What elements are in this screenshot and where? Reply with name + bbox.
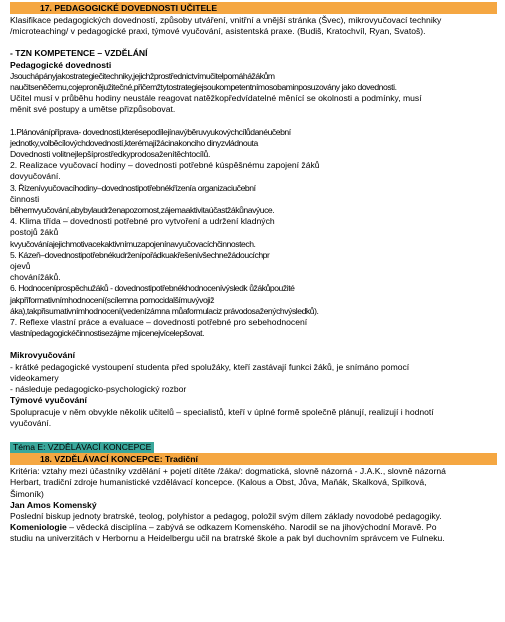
section-18-heading bbox=[10, 453, 497, 465]
team-heading: Týmové vyučování bbox=[10, 395, 87, 406]
list-line: dovyučování. bbox=[10, 171, 61, 182]
list-line: postojů žáků bbox=[10, 227, 59, 238]
list-line: 3. Řízenívyučovacíhodiny–dovednostipotřebnékřízenía organizaciučební bbox=[10, 182, 256, 193]
list-line: 4. Klima třída – dovednosti potřebné pro vytvoření a udržení kladných bbox=[10, 216, 275, 227]
criteria-line: Kritéria: vztahy mezi účastníky vzdělání + pojetí dítěte /žáka/: dogmatická, slovně názorná - J.A.K., slovně názorná bbox=[10, 466, 446, 477]
list-line: běhemvyučování,abybylaudrženapozornost,zájemaaktivitaúčastžákůnavýuce. bbox=[10, 205, 275, 216]
micro-heading: Mikrovyučování bbox=[10, 350, 75, 361]
micro-line: videokamery bbox=[10, 372, 59, 383]
micro-line: - následuje pedagogicko-psychologický rozbor bbox=[10, 384, 187, 395]
criteria-line: Šimoník) bbox=[10, 488, 44, 499]
section-18-heading-bold: 18. VZDĚLÁVACÍ KONCEPCE: bbox=[40, 454, 165, 465]
jak-heading: Jan Amos Komenský bbox=[10, 499, 97, 510]
team-line: vyučování. bbox=[10, 417, 52, 428]
pd-line-3: Učitel musí v průběhu hodiny neustále reagovat natěžkopředvídatelné měnící se okolnosti a podmínky, musí bbox=[10, 93, 422, 104]
micro-line: - krátké pedagogické vystoupení studenta před spolužáky, kteří zastávají funkci žáků, je snímáno pomocí bbox=[10, 361, 410, 372]
list-line: chovánížáků. bbox=[10, 272, 61, 283]
criteria-line: Herbart, tradiční zdroje humanistické vzdělávací koncepce. (Kalous a Obst, Jůva, Maňák, Skalková, Spilková, bbox=[10, 477, 427, 488]
list-line: 5. Kázeň–dovednostipotřebnékudrženípořádkuakřešenívšechnežádoucíchpr bbox=[10, 249, 270, 260]
team-line: Spolupracuje v něm obvykle několik učitelů – specialistů, kteří v úplné formě společně plánují, realizují i hodnotí bbox=[10, 406, 434, 417]
pd-line-2: naučitseněčemu,cojepronějužitečné,přičemžtytostrategiejsoukompetentnímosobaminposuzovány jako dovednosti. bbox=[10, 82, 397, 93]
list-line: vlastnípedagogickéčinnostisezájme mjicenejvícelepšovat. bbox=[10, 328, 205, 339]
section-18-heading-rest: Tradiční bbox=[164, 454, 198, 465]
intro-line-2: /microteaching/ v pedagogické praxi, týmové vyučování, asistentská praxe. (Budiš, Kratochvíl, Ryan, Svatoš). bbox=[10, 26, 426, 37]
komeniologie-text: – vědecká disciplína – zabývá se odkazem Komenského. Narodil se na jihovýchodní Moravě. Po bbox=[66, 522, 437, 533]
pd-line-4: měnit své postupy a umětse přizpůsobovat. bbox=[10, 104, 176, 115]
list-line: Dovednosti volitnejlepšíprostředkyprodosaženítěchtocílů. bbox=[10, 149, 211, 160]
list-line: 6. Hodnoceníprospěchužáků - dovednostipotřebnékhodnocenívýsledk ůžákůpoužité bbox=[10, 283, 295, 294]
tzn-heading: - TZN KOMPETENCE – VZDĚLÁNÍ bbox=[10, 48, 148, 59]
last-line: studiu na univerzitách v Herbornu a Heidelbergu učil na bratrské škole a pak byl duchovním správcem ve Fulneku. bbox=[10, 533, 445, 544]
list-line: áka),takpřisumativnímhodnocení(vedenízámna můaformulaciz právodosaženýchvýsledků). bbox=[10, 305, 319, 316]
list-line: jednotky,volběcílovýchdovedností,kterémajížácinakonciho dinyzvládnouta bbox=[10, 137, 258, 148]
jak-line: Poslední biskup jednoty bratrské, teolog, polyhistor a pedagog, položil svým dílem základy novodobé pedagogiky. bbox=[10, 510, 442, 521]
list-line: ojevů bbox=[10, 261, 31, 272]
pd-line-1: Jsouchápányjakostrategiečitechniky,jejichžprostřednictvímučitelpomáhážákům bbox=[10, 70, 275, 81]
section-17-heading: 17. PEDAGOGICKÉ DOVEDNOSTI UČITELE bbox=[10, 2, 497, 14]
list-line: činnosti bbox=[10, 193, 40, 204]
intro-line-1: Klasifikace pedagogických dovedností, způsoby utváření, vnitřní a vnější stránka (Švec), mikrovyučovací techniky bbox=[10, 15, 442, 25]
list-line: 2. Realizace vyučovací hodiny – dovednosti potřebné kúspěšnému zapojení žáků bbox=[10, 160, 320, 171]
pd-heading: Pedagogické dovednosti bbox=[10, 59, 112, 70]
list-line: jakpříformativnímhodnocení(scílemna pomocidalšímuvývojiž bbox=[10, 294, 215, 305]
list-line: 7. Reflexe vlastní práce a evaluace – dovednosti potřebné pro sebehodnocení bbox=[10, 317, 308, 328]
tema-label: Téma E: VZDĚLÁVACÍ KONCEPCE bbox=[10, 442, 154, 453]
komeniologie-term: Komeniologie bbox=[10, 522, 67, 533]
komeniologie-line bbox=[10, 522, 497, 533]
list-line: 1.Plánovánípříprava- dovednosti,kterésepodílejínavýběruvyukovýchcílůdanéučební bbox=[10, 126, 291, 137]
list-line: kvyučováníajejichmotivacekaktivnímuzapojenínavyučovacíchčinnostech. bbox=[10, 238, 256, 249]
